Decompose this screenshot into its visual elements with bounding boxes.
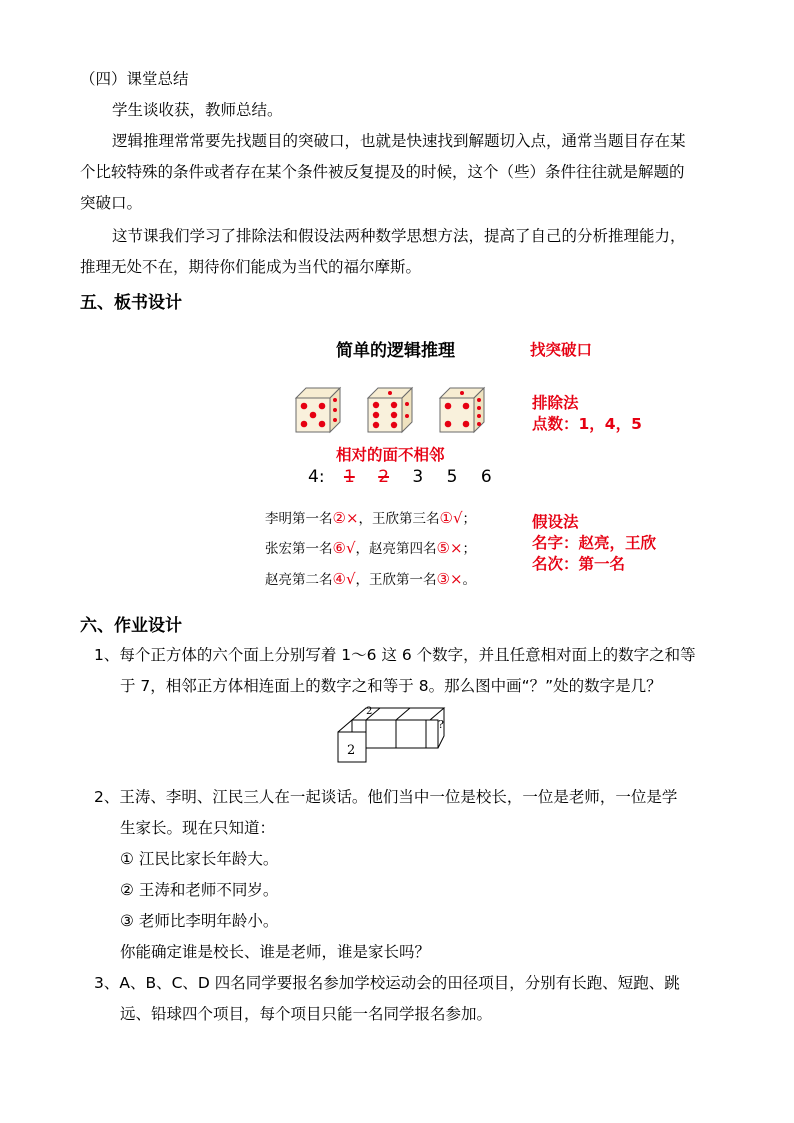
summary-heading: （四）课堂总结 (80, 70, 189, 88)
summary-line: 逻辑推理常常要先找题目的突破口，也就是快速找到解题切入点，通常当题目存在某 (112, 132, 686, 150)
plain-number: 6 (480, 467, 492, 487)
q2-condition: ③ 老师比李明年龄小。 (120, 912, 279, 930)
q1-line: 1、每个正方体的六个面上分别写着 1～6 这 6 个数字，并且任意相对面上的数字之和等 (94, 646, 696, 664)
q2-condition: ① 江民比家长年龄大。 (120, 850, 279, 868)
hand-line (265, 507, 476, 527)
dice-four-icon (440, 388, 484, 432)
number-row-lead: 4: (308, 467, 325, 487)
q2-line: 你能确定谁是校长、谁是老师，谁是家长吗？ (120, 943, 431, 961)
plain-number: 3 (412, 467, 424, 487)
q2-line: 生家长。现在只知道： (120, 819, 276, 837)
hand-text: ，王欣第一名 (355, 572, 437, 588)
cube-figure (334, 706, 454, 772)
board-heading: 五、板书设计 (80, 293, 182, 313)
dice-six-icon (368, 388, 412, 432)
q2-line: 2、王涛、李明、江民三人在一起谈话。他们当中一位是校长，一位是老师，一位是学 (94, 788, 678, 806)
hand-text: ； (462, 541, 477, 557)
hand-mark: ⑥√ (332, 539, 356, 557)
struck-number: 1 (343, 467, 355, 487)
cube-diagram (334, 706, 454, 768)
cube-label-question: ? (438, 718, 444, 731)
summary-line: 这节课我们学习了排除法和假设法两种数学思想方法，提高了自己的分析推理能力， (112, 227, 686, 245)
struck-number: 2 (378, 467, 390, 487)
dice-caption: 相对的面不相邻 (336, 446, 445, 464)
hand-text: ； (462, 511, 477, 527)
hand-mark: ③× (436, 570, 463, 588)
q1-line: 于 7，相邻正方体相连面上的数字之和等于 8。那么图中画“？”处的数字是几？ (120, 677, 662, 695)
hand-text: ，赵亮第四名 (355, 541, 437, 557)
board-side-names: 名字：赵亮，王欣 (532, 534, 657, 552)
dice-five-icon (296, 388, 340, 432)
cube-label-front: 2 (347, 743, 356, 758)
board-side-method1: 排除法 (532, 394, 579, 412)
summary-line: 突破口。 (80, 194, 143, 212)
board-side-method2: 假设法 (532, 513, 579, 531)
hand-mark: ②× (332, 509, 359, 527)
number-row (308, 467, 492, 487)
q2-condition: ② 王涛和老师不同岁。 (120, 881, 279, 899)
hand-text: 李明第一名 (265, 511, 333, 527)
hand-text: 。 (462, 572, 477, 588)
summary-line: 推理无处不在，期待你们能成为当代的福尔摩斯。 (80, 258, 422, 276)
hand-text: 张宏第一名 (265, 541, 333, 557)
q3-line: 3、A、B、C、D 四名同学要报名参加学校运动会的田径项目，分别有长跑、短跑、跳 (94, 974, 680, 992)
homework-heading: 六、作业设计 (80, 616, 182, 636)
board-side-points: 点数：1，4，5 (532, 415, 642, 433)
board-side-breakthrough: 找突破口 (530, 341, 593, 359)
dice-row (294, 386, 494, 438)
plain-number: 5 (446, 467, 458, 487)
hand-mark: ⑤× (436, 539, 463, 557)
board-side-rank: 名次：第一名 (532, 555, 626, 573)
hand-text: ，王欣第三名 (358, 511, 440, 527)
summary-line: 学生谈收获，教师总结。 (112, 101, 283, 119)
hand-mark: ④√ (332, 570, 356, 588)
hand-line (265, 537, 476, 557)
cube-label-top: 2 (366, 706, 373, 717)
board-title: 简单的逻辑推理 (336, 341, 455, 361)
dice-group (294, 386, 494, 434)
summary-line: 个比较特殊的条件或者存在某个条件被反复提及的时候，这个（些）条件往往就是解题的 (80, 163, 685, 181)
hand-line (265, 568, 476, 588)
hand-mark: ①√ (439, 509, 463, 527)
hand-text: 赵亮第二名 (265, 572, 333, 588)
q3-line: 远、铅球四个项目，每个项目只能一名同学报名参加。 (120, 1005, 493, 1023)
